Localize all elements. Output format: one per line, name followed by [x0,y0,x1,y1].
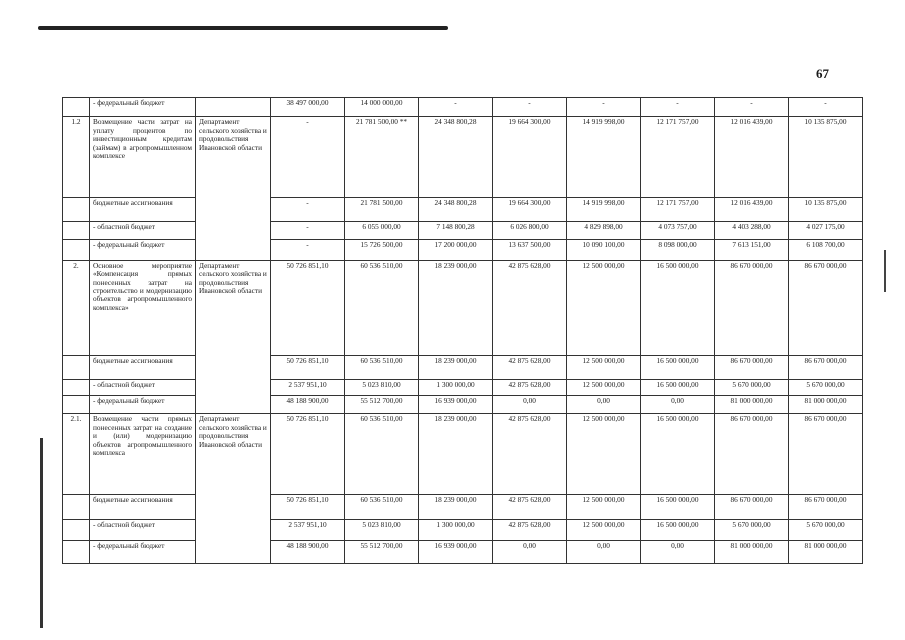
amount-cell: 55 512 700,00 [345,395,419,413]
item-name-cell: Возмещение части прямых понесенных затрат на создание и (или) модернизацию объектов агропромышленного комплекса [90,414,196,495]
amount-cell: 12 016 439,00 [715,198,789,222]
amount-cell: 5 023 810,00 [345,519,419,541]
amount-cell: 86 670 000,00 [789,495,863,520]
amount-cell: 12 171 757,00 [641,117,715,198]
amount-cell: 81 000 000,00 [715,395,789,413]
amount-cell: 5 670 000,00 [789,519,863,541]
amount-cell: 16 500 000,00 [641,260,715,355]
amount-cell: 60 536 510,00 [345,356,419,380]
row-number-cell [63,495,90,520]
amount-cell: 50 726 851,10 [271,414,345,495]
amount-cell: 16 500 000,00 [641,495,715,520]
amount-cell: 42 875 628,00 [493,356,567,380]
item-name-cell: - областной бюджет [90,379,196,395]
amount-cell: - [419,98,493,117]
row-number-cell [63,240,90,260]
amount-cell: 5 670 000,00 [715,519,789,541]
item-name-cell: Основное мероприятие «Компенсация прямых понесенных затрат на строительство и модернизацию объектов агропромышленного комплекса» [90,260,196,355]
amount-cell: 12 500 000,00 [567,356,641,380]
amount-cell: 86 670 000,00 [715,260,789,355]
amount-cell: 24 348 800,28 [419,117,493,198]
amount-cell: 42 875 628,00 [493,379,567,395]
executor-cell [196,98,271,117]
row-number-cell [63,379,90,395]
amount-cell: 0,00 [641,395,715,413]
item-name-cell: - федеральный бюджет [90,395,196,413]
amount-cell: 0,00 [641,541,715,564]
amount-cell: 86 670 000,00 [789,414,863,495]
amount-cell: 50 726 851,10 [271,495,345,520]
table-row [63,198,863,222]
table-row [63,414,863,495]
executor-cell: Департамент сельского хозяйства и продовольствия Ивановской области [196,117,271,260]
table-row [63,495,863,520]
amount-cell: 60 536 510,00 [345,260,419,355]
item-name-cell: - областной бюджет [90,519,196,541]
amount-cell: 5 670 000,00 [789,379,863,395]
amount-cell: 0,00 [493,541,567,564]
amount-cell: 19 664 300,00 [493,198,567,222]
amount-cell: 8 098 000,00 [641,240,715,260]
budget-table [62,97,863,564]
amount-cell: - [271,198,345,222]
amount-cell: 12 500 000,00 [567,414,641,495]
amount-cell: 81 000 000,00 [789,541,863,564]
amount-cell: 86 670 000,00 [715,414,789,495]
amount-cell: 16 500 000,00 [641,414,715,495]
amount-cell: 18 239 000,00 [419,414,493,495]
amount-cell: 48 188 900,00 [271,395,345,413]
amount-cell: 81 000 000,00 [789,395,863,413]
amount-cell: 13 637 500,00 [493,240,567,260]
amount-cell: 4 073 757,00 [641,221,715,239]
page-number: 67 [816,66,829,81]
amount-cell: 38 497 000,00 [271,98,345,117]
item-name-cell: - федеральный бюджет [90,240,196,260]
row-number-cell [63,198,90,222]
amount-cell: 12 016 439,00 [715,117,789,198]
amount-cell: 14 000 000,00 [345,98,419,117]
amount-cell: 86 670 000,00 [789,356,863,380]
amount-cell: 16 500 000,00 [641,519,715,541]
amount-cell: 60 536 510,00 [345,414,419,495]
row-number-cell: 2.1. [63,414,90,495]
amount-cell: 6 055 000,00 [345,221,419,239]
amount-cell: 0,00 [567,541,641,564]
amount-cell: 50 726 851,10 [271,356,345,380]
amount-cell: 1 300 000,00 [419,379,493,395]
amount-cell: 55 512 700,00 [345,541,419,564]
item-name-cell: бюджетные ассигнования [90,495,196,520]
item-name-cell: Возмещение части затрат на уплату процентов по инвестиционным кредитам (займам) в агропромышленном комплексе [90,117,196,198]
item-name-cell: бюджетные ассигнования [90,198,196,222]
amount-cell: 24 348 800,28 [419,198,493,222]
amount-cell: 12 500 000,00 [567,519,641,541]
amount-cell: 4 403 288,00 [715,221,789,239]
amount-cell: 21 781 500,00 [345,198,419,222]
item-name-cell: - федеральный бюджет [90,98,196,117]
table-row [63,519,863,541]
amount-cell: 10 135 875,00 [789,198,863,222]
amount-cell: 60 536 510,00 [345,495,419,520]
amount-cell: 86 670 000,00 [715,356,789,380]
amount-cell: 6 026 800,00 [493,221,567,239]
row-number-cell: 2. [63,260,90,355]
amount-cell: 4 027 175,00 [789,221,863,239]
table-row [63,541,863,564]
amount-cell: - [493,98,567,117]
amount-cell: 6 108 700,00 [789,240,863,260]
amount-cell: 12 500 000,00 [567,260,641,355]
table-row [63,395,863,413]
table-row [63,117,863,198]
amount-cell: 14 919 998,00 [567,117,641,198]
amount-cell: 86 670 000,00 [789,260,863,355]
row-number-cell [63,98,90,117]
executor-cell: Департамент сельского хозяйства и продовольствия Ивановской области [196,260,271,414]
scan-left-edge-mark [40,438,43,628]
amount-cell: 12 500 000,00 [567,495,641,520]
row-number-cell [63,221,90,239]
row-number-cell [63,519,90,541]
amount-cell: 5 023 810,00 [345,379,419,395]
amount-cell: - [271,117,345,198]
item-name-cell: - федеральный бюджет [90,541,196,564]
budget-table-body [63,98,863,564]
amount-cell: 7 148 800,28 [419,221,493,239]
amount-cell: 17 200 000,00 [419,240,493,260]
amount-cell: 42 875 628,00 [493,260,567,355]
amount-cell: - [567,98,641,117]
table-row [63,379,863,395]
amount-cell: 5 670 000,00 [715,379,789,395]
amount-cell: 16 500 000,00 [641,356,715,380]
amount-cell: 7 613 151,00 [715,240,789,260]
executor-cell: Департамент сельского хозяйства и продовольствия Ивановской области [196,414,271,564]
amount-cell: 0,00 [493,395,567,413]
amount-cell: - [789,98,863,117]
amount-cell: 10 090 100,00 [567,240,641,260]
amount-cell: 12 500 000,00 [567,379,641,395]
amount-cell: 81 000 000,00 [715,541,789,564]
amount-cell: 50 726 851,10 [271,260,345,355]
amount-cell: 19 664 300,00 [493,117,567,198]
table-row [63,356,863,380]
amount-cell: 16 939 000,00 [419,395,493,413]
amount-cell: 42 875 628,00 [493,519,567,541]
amount-cell: 18 239 000,00 [419,495,493,520]
amount-cell: - [271,221,345,239]
row-number-cell [63,356,90,380]
amount-cell: 2 537 951,10 [271,379,345,395]
amount-cell: 21 781 500,00 ** [345,117,419,198]
table-row [63,260,863,355]
row-number-cell: 1.2 [63,117,90,198]
amount-cell: 16 939 000,00 [419,541,493,564]
amount-cell: 15 726 500,00 [345,240,419,260]
amount-cell: 4 829 898,00 [567,221,641,239]
amount-cell: - [715,98,789,117]
amount-cell: 1 300 000,00 [419,519,493,541]
table-row [63,240,863,260]
amount-cell: 12 171 757,00 [641,198,715,222]
amount-cell: 18 239 000,00 [419,356,493,380]
amount-cell: 16 500 000,00 [641,379,715,395]
amount-cell: 14 919 998,00 [567,198,641,222]
amount-cell: 2 537 951,10 [271,519,345,541]
scan-top-rule [38,26,448,30]
scan-right-edge-mark [884,250,886,292]
amount-cell: 86 670 000,00 [715,495,789,520]
item-name-cell: - областной бюджет [90,221,196,239]
amount-cell: 42 875 628,00 [493,414,567,495]
amount-cell: - [271,240,345,260]
amount-cell: - [641,98,715,117]
amount-cell: 48 188 900,00 [271,541,345,564]
amount-cell: 18 239 000,00 [419,260,493,355]
amount-cell: 0,00 [567,395,641,413]
table-row [63,221,863,239]
item-name-cell: бюджетные ассигнования [90,356,196,380]
amount-cell: 42 875 628,00 [493,495,567,520]
amount-cell: 10 135 875,00 [789,117,863,198]
row-number-cell [63,541,90,564]
table-row [63,98,863,117]
row-number-cell [63,395,90,413]
